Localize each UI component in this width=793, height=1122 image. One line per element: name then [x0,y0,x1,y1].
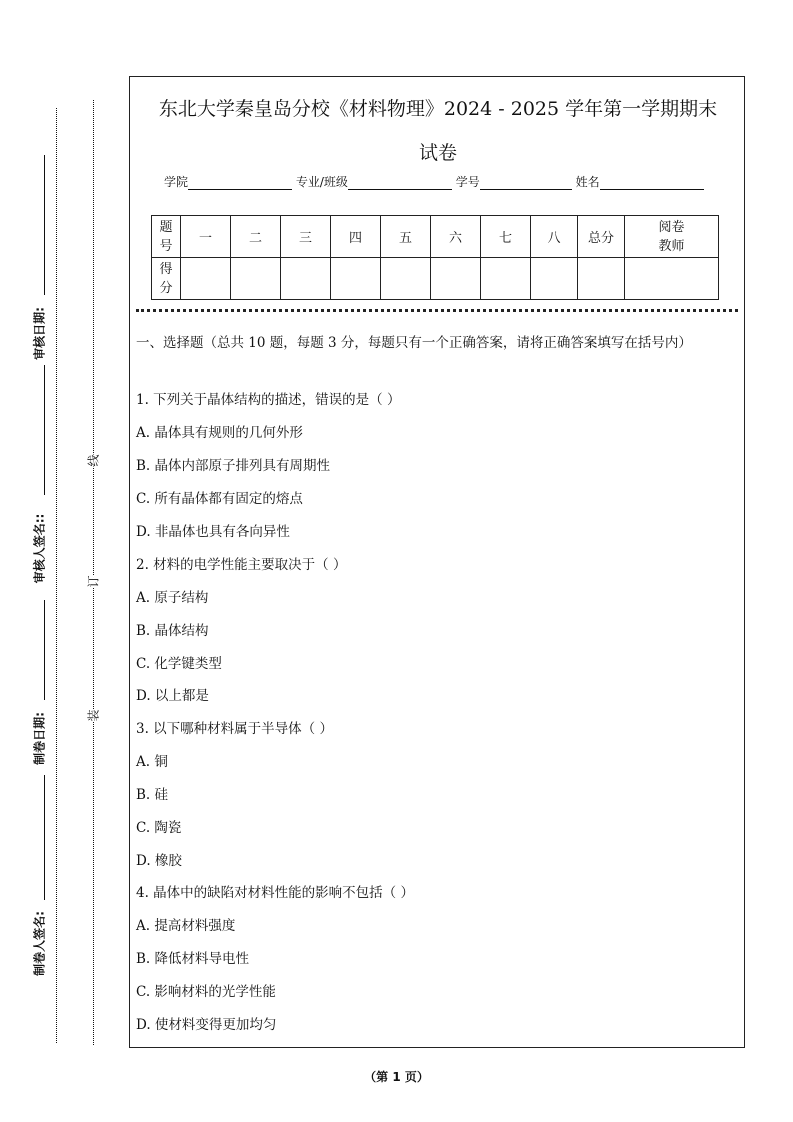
prep-signature-line [44,775,45,900]
audit-date-line [44,155,45,295]
student-id-blank[interactable] [480,177,572,190]
question-1-option-a: A. 晶体具有规则的几何外形 [136,425,303,441]
score-cell[interactable] [331,258,381,300]
score-row-label: 得 分 [152,258,181,300]
grader-cell[interactable] [625,258,719,300]
question-4-option-a: A. 提高材料强度 [136,918,236,934]
question-3-stem: 3. 以下哪种材料属于半导体（ ） [136,721,333,737]
question-4-stem: 4. 晶体中的缺陷对材料性能的影响不包括（ ） [136,885,414,901]
score-cell[interactable] [481,258,531,300]
question-1-option-c: C. 所有晶体都有固定的熔点 [136,491,303,507]
grader-header: 阅卷 教师 [625,216,719,258]
major-class-blank[interactable] [348,177,452,190]
audit-signature-label: 审核人签名:: [32,513,47,584]
exam-frame [129,76,745,1048]
score-col-7: 七 [481,216,531,258]
title-line-1: 东北大学秦皇岛分校《材料物理》2024 - 2025 学年第一学期期末 [158,98,718,120]
audit-date-label: 审核日期: [32,307,47,360]
score-total-cell[interactable] [578,258,625,300]
prep-signature-label: 制卷人签名: [32,911,47,976]
score-cell[interactable] [431,258,481,300]
question-2-option-c: C. 化学键类型 [136,656,222,672]
question-3-option-c: C. 陶瓷 [136,820,182,836]
section-1-heading: 一、选择题（总共 10 题，每题 3 分，每题只有一个正确答案，请将正确答案填写在括号内） [136,335,692,351]
question-number-header: 题 号 [152,216,181,258]
score-col-3: 三 [281,216,331,258]
student-id-label: 学号 [455,175,480,189]
score-cell[interactable] [381,258,431,300]
score-col-1: 一 [181,216,231,258]
question-4-option-b: B. 降低材料导电性 [136,951,250,967]
name-label: 姓名 [575,175,600,189]
bind-mark-line: 线 [86,454,101,467]
score-col-total: 总分 [578,216,625,258]
score-col-2: 二 [231,216,281,258]
score-col-5: 五 [381,216,431,258]
question-2-option-d: D. 以上都是 [136,688,209,704]
audit-signature-line [44,365,45,495]
score-col-6: 六 [431,216,481,258]
page-number: （第 1 页） [364,1070,429,1084]
question-1-stem: 1. 下列关于晶体结构的描述，错误的是（ ） [136,392,401,408]
dotted-separator [136,309,738,312]
question-3-option-a: A. 铜 [136,754,168,770]
title-line-2: 试卷 [418,142,457,164]
question-2-stem: 2. 材料的电学性能主要取决于（ ） [136,557,347,573]
bind-mark-staple: 订 [86,575,101,588]
question-1-option-b: B. 晶体内部原子排列具有周期性 [136,458,331,474]
college-label: 学院 [164,175,189,189]
score-value-row [152,258,719,300]
exam-title [130,87,746,175]
question-4-option-d: D. 使材料变得更加均匀 [136,1017,277,1033]
outer-dotted-line [56,108,57,1043]
score-cell[interactable] [181,258,231,300]
student-info-row [164,173,704,190]
question-3-option-d: D. 橡胶 [136,853,182,869]
score-col-4: 四 [331,216,381,258]
score-cell[interactable] [531,258,578,300]
name-blank[interactable] [600,177,704,190]
major-class-label: 专业/班级 [295,175,348,189]
score-table [151,215,719,300]
question-4-option-c: C. 影响材料的光学性能 [136,984,276,1000]
prep-date-line [44,600,45,700]
score-cell[interactable] [281,258,331,300]
score-header-row [152,216,719,258]
score-col-8: 八 [531,216,578,258]
question-2-option-b: B. 晶体结构 [136,623,209,639]
college-blank[interactable] [188,177,292,190]
prep-date-label: 制卷日期: [32,712,47,765]
bind-mark-bind: 装 [86,709,101,722]
score-cell[interactable] [231,258,281,300]
inner-dotted-line [93,100,94,1045]
question-3-option-b: B. 硅 [136,787,169,803]
question-1-option-d: D. 非晶体也具有各向异性 [136,524,290,540]
question-2-option-a: A. 原子结构 [136,590,209,606]
